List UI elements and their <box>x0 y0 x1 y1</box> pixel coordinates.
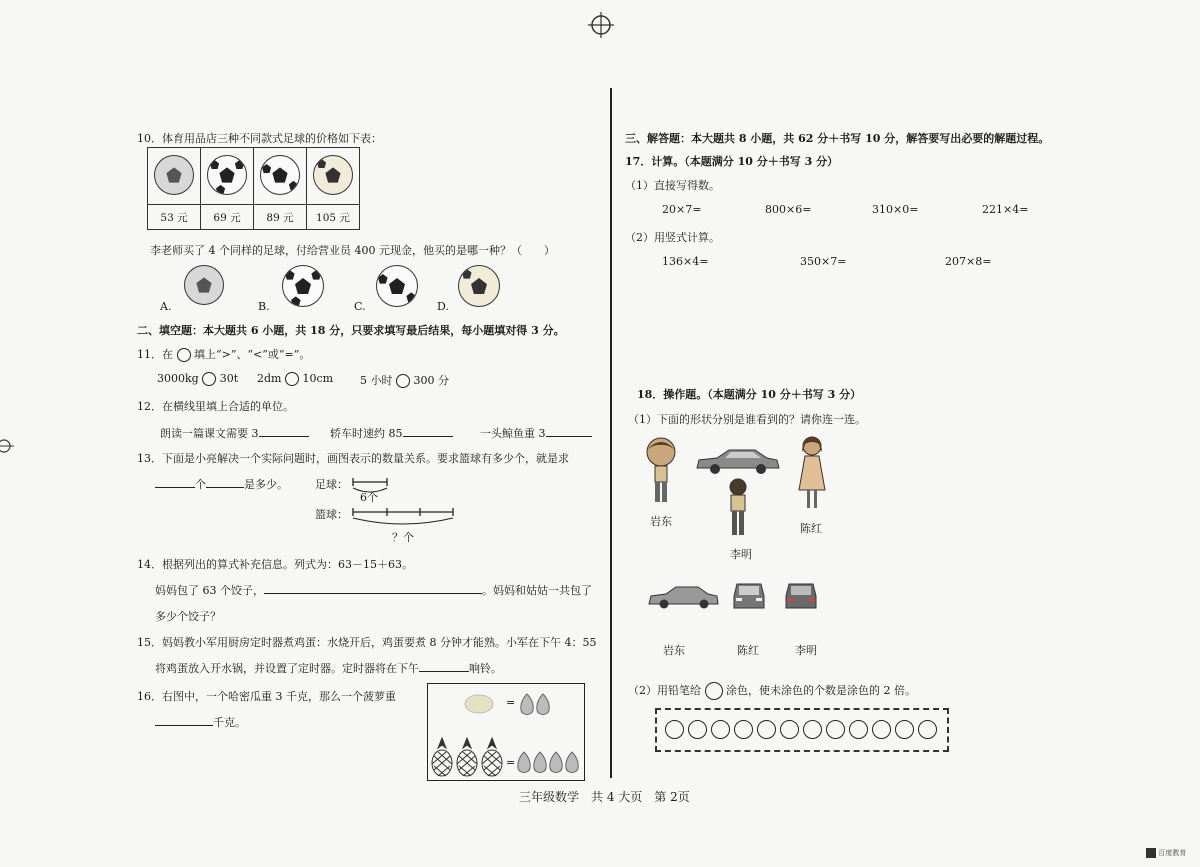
direct-calc: 221×4= <box>982 203 1029 216</box>
color-circle[interactable] <box>711 720 730 739</box>
blank-circle-icon <box>177 348 191 362</box>
qr-icon <box>1146 848 1156 858</box>
pineapples-icon <box>430 736 506 778</box>
answer-blank[interactable] <box>546 426 592 437</box>
football-label: 足球： <box>315 478 348 491</box>
direct-calc: 310×0= <box>872 203 919 216</box>
price-cell: 69 元 <box>201 205 254 230</box>
color-circle[interactable] <box>757 720 776 739</box>
q11-item <box>157 372 238 386</box>
football-cell <box>148 148 201 205</box>
price-cell: 105 元 <box>307 205 360 230</box>
color-circle[interactable] <box>688 720 707 739</box>
q11-item <box>360 372 449 388</box>
q11-suffix: 填上“>”、“<”或“=”。 <box>194 348 311 361</box>
boy-person-icon <box>640 436 682 508</box>
q14-line3: 多少个饺子？ <box>155 610 221 623</box>
vertical-calc: 350×7= <box>800 255 847 268</box>
q13-text: 个 <box>195 478 206 491</box>
q12-text: 朗读一篇课文需要 3 <box>160 427 259 440</box>
q15-text: 响铃。 <box>469 662 502 675</box>
football-icon <box>207 155 247 195</box>
q12-item <box>160 425 309 441</box>
vertical-calc: 207×8= <box>945 255 992 268</box>
q10-question: 李老师买了 4 个同样的足球，付给营业员 400 元现金，他买的是哪一种？（ ） <box>150 244 555 257</box>
car-side-view-icon <box>646 584 720 610</box>
football-option-d-icon <box>458 265 500 307</box>
football-option-c-icon <box>376 265 418 307</box>
color-circle[interactable] <box>895 720 914 739</box>
q18-part1: （1）下面的形状分别是谁看到的？请你连一连。 <box>628 413 866 426</box>
boy-back-person-icon <box>725 478 751 544</box>
person-label: 岩东 <box>650 515 672 528</box>
answer-blank[interactable] <box>419 661 469 672</box>
color-circle[interactable] <box>872 720 891 739</box>
q12-item <box>480 425 592 441</box>
direct-calc: 800×6= <box>765 203 812 216</box>
q10-title: 10．体育用品店三种不同款式足球的价格如下表： <box>137 132 382 145</box>
q11-right: 30t <box>219 372 239 385</box>
color-circle[interactable] <box>780 720 799 739</box>
football-cell <box>254 148 307 205</box>
option-a-label: A. <box>160 300 172 313</box>
q11-right: 10cm <box>302 372 334 385</box>
q15-text: 将鸡蛋放入开水锅，并设置了定时器。定时器将在下午 <box>155 662 419 675</box>
registration-mark-left-icon <box>0 436 14 456</box>
vertical-calc: 136×4= <box>662 255 709 268</box>
price-table <box>147 147 360 230</box>
q15-line2 <box>155 660 502 676</box>
q18-text: （2）用铅笔给 <box>628 684 701 697</box>
registration-mark-icon <box>588 12 614 38</box>
football-option-a-icon <box>184 265 224 305</box>
section2-header: 二、填空题：本大题共 6 小题，共 18 分，只要求填写最后结果，每小题填对得 3 分。 <box>137 324 565 337</box>
q16-text: 千克。 <box>213 716 246 729</box>
q14-line2 <box>155 582 592 598</box>
answer-blank[interactable] <box>259 426 309 437</box>
q12-title: 12．在横线里填上合适的单位。 <box>137 400 294 413</box>
circle-row <box>665 720 937 739</box>
car-side-icon <box>693 446 781 476</box>
q13-text: 是多少。 <box>244 478 288 491</box>
circles-box <box>655 708 949 752</box>
football-cell <box>307 148 360 205</box>
q11-left: 3000kg <box>157 372 199 385</box>
color-circle[interactable] <box>803 720 822 739</box>
view-label: 岩东 <box>663 644 685 657</box>
option-b-label: B. <box>258 300 270 313</box>
q14-text: 。妈妈和姑姑一共包了 <box>482 584 592 597</box>
fruit-figure <box>427 683 585 781</box>
q12-text: 一头鲸鱼重 3 <box>480 427 546 440</box>
person-label: 李明 <box>730 548 752 561</box>
q16-line1: 16．右图中，一个哈密瓜重 3 千克，那么一个菠萝重 <box>137 690 396 703</box>
q14-text: 妈妈包了 63 个饺子， <box>155 584 264 597</box>
color-circle[interactable] <box>826 720 845 739</box>
q18-text: 涂色，使未涂色的个数是涂色的 2 倍。 <box>726 684 916 697</box>
equals-sign-1: = <box>506 696 516 709</box>
answer-blank[interactable] <box>206 477 244 488</box>
option-d-label: D. <box>437 300 449 313</box>
equals-sign-2: = <box>506 756 516 769</box>
view-label: 陈红 <box>737 644 759 657</box>
q13-line1: 13．下面是小亮解决一个实际问题时，画图表示的数量关系。要求篮球有多少个，就是求 <box>137 452 569 465</box>
q13-line2 <box>155 476 288 492</box>
q12-item <box>330 425 453 441</box>
car-front-view-icon <box>731 580 767 612</box>
q17-part2: （2）用竖式计算。 <box>625 231 720 244</box>
answer-blank[interactable] <box>264 583 482 594</box>
person-label: 陈红 <box>800 522 822 535</box>
answer-blank[interactable] <box>155 477 195 488</box>
color-circle[interactable] <box>734 720 753 739</box>
circle-icon <box>705 682 723 700</box>
car-back-view-icon <box>783 580 819 612</box>
pears-row-icon <box>516 748 582 776</box>
direct-calc: 20×7= <box>662 203 702 216</box>
q17-part1: （1）直接写得数。 <box>625 179 720 192</box>
melon-icon <box>462 692 496 716</box>
football-cell <box>201 148 254 205</box>
football-icon <box>260 155 300 195</box>
q11-prefix: 11．在 <box>137 348 173 361</box>
page-footer: 三年级数学 共 4 大页 第 2页 <box>519 790 690 804</box>
girl-person-icon <box>795 432 829 522</box>
q18-part2 <box>628 682 916 700</box>
answer-blank[interactable] <box>403 426 453 437</box>
q15-line1: 15．妈妈教小军用厨房定时器煮鸡蛋：水烧开后，鸡蛋要煮 8 分钟才能熟。小军在下午 4：55 <box>137 636 597 649</box>
answer-circle[interactable] <box>285 372 299 386</box>
q11-right: 300 分 <box>413 374 449 387</box>
football-option-b-icon <box>282 265 324 307</box>
q12-text: 轿车时速约 85 <box>330 427 403 440</box>
watermark-text: 百度教育 <box>1158 849 1187 857</box>
football-count: 6个 <box>360 491 378 504</box>
basketball-label: 篮球： <box>315 508 348 521</box>
q18-title: 18．操作题。（本题满分 10 分＋书写 3 分） <box>637 388 862 401</box>
basketball-count: ？个 <box>392 531 414 544</box>
section3-header: 三、解答题：本大题共 8 小题，共 62 分＋书写 10 分，解答要写出必要的解题过程。 <box>625 132 1050 145</box>
column-divider <box>610 88 612 778</box>
q16-line2 <box>155 714 246 730</box>
pears-icon <box>518 690 554 718</box>
answer-circle[interactable] <box>396 374 410 388</box>
football-icon <box>313 155 353 195</box>
price-cell: 53 元 <box>148 205 201 230</box>
color-circle[interactable] <box>849 720 868 739</box>
q11-title <box>137 346 310 362</box>
q17-title: 17．计算。（本题满分 10 分＋书写 3 分） <box>625 155 839 168</box>
q11-left: 2dm <box>257 372 282 385</box>
q11-left: 5 小时 <box>360 374 393 387</box>
color-circle[interactable] <box>665 720 684 739</box>
price-cell: 89 元 <box>254 205 307 230</box>
color-circle[interactable] <box>918 720 937 739</box>
option-c-label: C. <box>354 300 366 313</box>
watermark-logo <box>1146 848 1186 858</box>
answer-circle[interactable] <box>202 372 216 386</box>
q11-item <box>257 372 333 386</box>
view-label: 李明 <box>795 644 817 657</box>
q14-title: 14．根据列出的算式补充信息。列式为：63－15＋63。 <box>137 558 413 571</box>
answer-blank[interactable] <box>155 715 213 726</box>
football-icon <box>154 155 194 195</box>
